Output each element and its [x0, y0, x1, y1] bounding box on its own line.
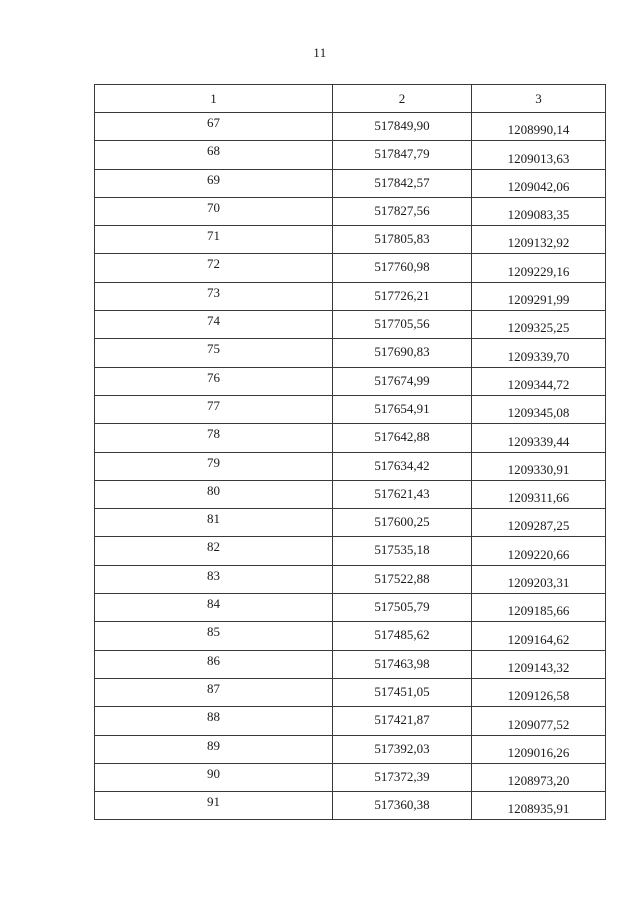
point-number-cell: 77 [95, 395, 333, 423]
point-number-cell: 84 [95, 594, 333, 622]
y-coordinate-cell: 1209345,08 [472, 395, 606, 423]
y-coordinate-cell: 1209229,16 [472, 254, 606, 282]
x-coordinate-cell: 517690,83 [333, 339, 472, 367]
point-number-cell: 86 [95, 650, 333, 678]
y-coordinate-cell: 1208990,14 [472, 113, 606, 141]
x-coordinate-cell: 517760,98 [333, 254, 472, 282]
point-number-cell: 85 [95, 622, 333, 650]
table-row [95, 339, 606, 367]
point-number-cell: 70 [95, 197, 333, 225]
y-coordinate-cell: 1209339,70 [472, 339, 606, 367]
point-number-cell: 89 [95, 735, 333, 763]
table-row [95, 763, 606, 791]
x-coordinate-cell: 517849,90 [333, 113, 472, 141]
x-coordinate-cell: 517463,98 [333, 650, 472, 678]
y-coordinate-cell: 1209083,35 [472, 197, 606, 225]
x-coordinate-cell: 517421,87 [333, 707, 472, 735]
table-row [95, 622, 606, 650]
y-coordinate-cell: 1209287,25 [472, 509, 606, 537]
table-row [95, 113, 606, 141]
point-number-cell: 76 [95, 367, 333, 395]
x-coordinate-cell: 517372,39 [333, 763, 472, 791]
x-coordinate-cell: 517634,42 [333, 452, 472, 480]
table-row [95, 735, 606, 763]
point-number-cell: 82 [95, 537, 333, 565]
y-coordinate-cell: 1209132,92 [472, 226, 606, 254]
y-coordinate-cell: 1209311,66 [472, 480, 606, 508]
point-number-cell: 75 [95, 339, 333, 367]
table-row [95, 792, 606, 820]
x-coordinate-cell: 517522,88 [333, 565, 472, 593]
column-header-1: 1 [95, 85, 333, 113]
y-coordinate-cell: 1209291,99 [472, 282, 606, 310]
x-coordinate-cell: 517642,88 [333, 424, 472, 452]
table-row [95, 197, 606, 225]
table-row [95, 141, 606, 169]
x-coordinate-cell: 517451,05 [333, 678, 472, 706]
x-coordinate-cell: 517674,99 [333, 367, 472, 395]
point-number-cell: 79 [95, 452, 333, 480]
x-coordinate-cell: 517505,79 [333, 594, 472, 622]
point-number-cell: 87 [95, 678, 333, 706]
y-coordinate-cell: 1209330,91 [472, 452, 606, 480]
table-row [95, 367, 606, 395]
table-row [95, 311, 606, 339]
x-coordinate-cell: 517392,03 [333, 735, 472, 763]
x-coordinate-cell: 517621,43 [333, 480, 472, 508]
y-coordinate-cell: 1209185,66 [472, 594, 606, 622]
table-row [95, 537, 606, 565]
table-row [95, 452, 606, 480]
x-coordinate-cell: 517654,91 [333, 395, 472, 423]
column-header-2: 2 [333, 85, 472, 113]
table-row [95, 650, 606, 678]
y-coordinate-cell: 1209077,52 [472, 707, 606, 735]
point-number-cell: 72 [95, 254, 333, 282]
y-coordinate-cell: 1209325,25 [472, 311, 606, 339]
point-number-cell: 67 [95, 113, 333, 141]
y-coordinate-cell: 1209013,63 [472, 141, 606, 169]
table-row [95, 254, 606, 282]
point-number-cell: 90 [95, 763, 333, 791]
x-coordinate-cell: 517726,21 [333, 282, 472, 310]
table-header-row [95, 85, 606, 113]
table-row [95, 509, 606, 537]
y-coordinate-cell: 1209339,44 [472, 424, 606, 452]
point-number-cell: 68 [95, 141, 333, 169]
point-number-cell: 83 [95, 565, 333, 593]
y-coordinate-cell: 1209203,31 [472, 565, 606, 593]
x-coordinate-cell: 517360,38 [333, 792, 472, 820]
x-coordinate-cell: 517805,83 [333, 226, 472, 254]
point-number-cell: 80 [95, 480, 333, 508]
y-coordinate-cell: 1209220,66 [472, 537, 606, 565]
y-coordinate-cell: 1209164,62 [472, 622, 606, 650]
table-row [95, 395, 606, 423]
table-row [95, 282, 606, 310]
column-header-3: 3 [472, 85, 606, 113]
point-number-cell: 78 [95, 424, 333, 452]
x-coordinate-cell: 517827,56 [333, 197, 472, 225]
x-coordinate-cell: 517842,57 [333, 169, 472, 197]
x-coordinate-cell: 517535,18 [333, 537, 472, 565]
y-coordinate-cell: 1209126,58 [472, 678, 606, 706]
point-number-cell: 91 [95, 792, 333, 820]
y-coordinate-cell: 1208935,91 [472, 792, 606, 820]
x-coordinate-cell: 517847,79 [333, 141, 472, 169]
y-coordinate-cell: 1209016,26 [472, 735, 606, 763]
table-row [95, 424, 606, 452]
table-row [95, 480, 606, 508]
y-coordinate-cell: 1208973,20 [472, 763, 606, 791]
x-coordinate-cell: 517485,62 [333, 622, 472, 650]
page-number: 11 [313, 45, 327, 60]
x-coordinate-cell: 517600,25 [333, 509, 472, 537]
table-row [95, 226, 606, 254]
point-number-cell: 88 [95, 707, 333, 735]
point-number-cell: 73 [95, 282, 333, 310]
point-number-cell: 81 [95, 509, 333, 537]
point-number-cell: 71 [95, 226, 333, 254]
point-number-cell: 74 [95, 311, 333, 339]
y-coordinate-cell: 1209344,72 [472, 367, 606, 395]
x-coordinate-cell: 517705,56 [333, 311, 472, 339]
table-row [95, 707, 606, 735]
coordinates-table [94, 84, 606, 820]
table-row [95, 594, 606, 622]
y-coordinate-cell: 1209042,06 [472, 169, 606, 197]
table-body [95, 85, 606, 820]
table-row [95, 169, 606, 197]
point-number-cell: 69 [95, 169, 333, 197]
table-row [95, 678, 606, 706]
y-coordinate-cell: 1209143,32 [472, 650, 606, 678]
table-row [95, 565, 606, 593]
